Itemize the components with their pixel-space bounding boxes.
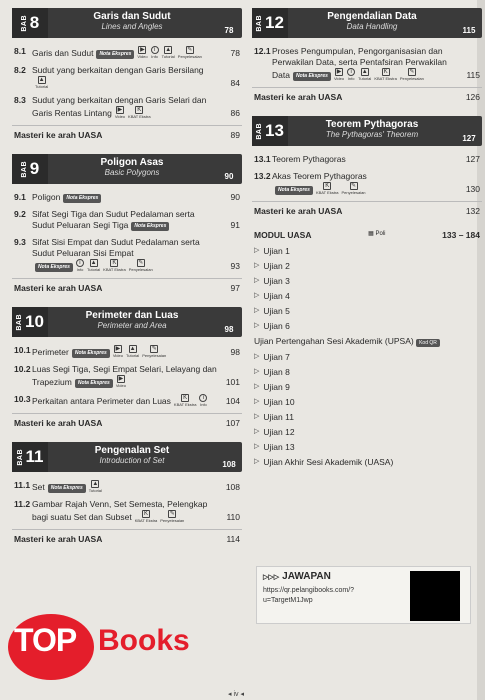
entry-title: Perkaitan antara Perimeter dan Luas: [32, 396, 171, 406]
bab-header: [12, 8, 242, 38]
entry-page: 115: [466, 70, 480, 80]
bab-title: Teorem Pythagoras: [325, 119, 419, 130]
penyelesaian-icon[interactable]: [129, 259, 153, 272]
video-icon[interactable]: [115, 106, 125, 119]
entry-title: Set: [32, 482, 45, 492]
ujian-item[interactable]: [254, 442, 480, 452]
bab-title-block: [48, 8, 216, 38]
nota-ekspres-badge[interactable]: Nota Ekspres: [63, 194, 101, 203]
entry-number: 9.3: [14, 237, 26, 247]
icon-label: KBAT Ekstra: [128, 114, 151, 119]
masteri-page: 89: [230, 130, 240, 140]
bab-tag: [252, 116, 288, 146]
bab-tag: [12, 154, 48, 184]
triangle-bullet-icon: ▷: [254, 383, 260, 390]
entry-page: 78: [230, 48, 240, 58]
bab-title-block: [48, 442, 216, 472]
tutorial-icon[interactable]: [87, 259, 100, 272]
bab-tag: [12, 307, 48, 337]
icon-label: Video: [137, 54, 148, 59]
toc-entry[interactable]: [254, 46, 480, 81]
entry-body: [32, 209, 218, 231]
icon-label: Video: [115, 383, 126, 388]
bab-page-number: 90: [224, 172, 234, 181]
masteri-label: Masteri ke arah UASA: [254, 92, 343, 102]
resource-icons: [275, 182, 366, 195]
triangle-bullet-icon: ▷: [254, 368, 260, 375]
toc-entry[interactable]: [14, 46, 240, 59]
kbat-ekstra-icon[interactable]: [374, 68, 397, 81]
video-icon[interactable]: [113, 345, 123, 358]
icon-label: KBAT Ekstra: [103, 267, 126, 272]
entry-body: [32, 480, 218, 493]
icon-label: Video: [114, 114, 126, 119]
icon-label: KBAT Ekstra: [173, 402, 197, 407]
masteri-row[interactable]: [12, 125, 242, 140]
triangle-bullet-icon: ▷: [254, 322, 260, 329]
toc-entry[interactable]: [14, 499, 240, 523]
icon-label: Tutorial: [161, 54, 175, 59]
nota-ekspres-badge[interactable]: Nota Ekspres: [293, 72, 331, 81]
ujian-item[interactable]: [254, 261, 480, 271]
bab-word: BAB: [16, 448, 24, 466]
logo-books-text: Books: [98, 624, 190, 657]
entry-title: Akas Teorem Pythagoras: [272, 171, 367, 181]
icon-label: Penyelesaian: [341, 190, 366, 195]
icon-glyph: ▲: [129, 346, 136, 352]
ujian-item[interactable]: [254, 306, 480, 316]
poli-icon[interactable]: ▦ Poli: [368, 231, 386, 237]
entry-title: Luas Segi Tiga, Segi Empat Selari, Lelayang dan Trapezium: [32, 364, 217, 387]
bab-title: Perimeter dan Luas: [85, 310, 179, 321]
icon-glyph: ▲: [165, 47, 172, 53]
masteri-row[interactable]: [12, 278, 242, 293]
bab-subtitle: Perimeter and Area: [97, 321, 167, 330]
ujian-item[interactable]: [254, 291, 480, 301]
nota-ekspres-badge[interactable]: Nota Ekspres: [75, 379, 113, 388]
bab-number: 12: [265, 13, 284, 32]
bab-title-block: [48, 307, 216, 337]
triangle-bullet-icon: ▷: [254, 398, 260, 405]
kbat-ekstra-icon[interactable]: [174, 394, 197, 407]
icon-glyph: ▲: [361, 69, 368, 75]
bab-subtitle: Data Handling: [346, 22, 398, 31]
qr-code-icon[interactable]: [410, 571, 460, 621]
penyelesaian-icon[interactable]: [142, 345, 166, 358]
masteri-row[interactable]: [12, 413, 242, 428]
icon-label: Penyelesaian: [128, 267, 153, 272]
bab-page-number: 78: [224, 26, 234, 35]
icon-label: Video: [112, 353, 123, 358]
bab-word: BAB: [256, 14, 264, 32]
icon-label: Info: [76, 267, 84, 272]
triangle-bullet-icon: ▷: [254, 353, 260, 360]
icon-label: Tutorial: [125, 353, 140, 358]
icon-label: Tutorial: [35, 84, 49, 89]
icon-label: Penyelesaian: [399, 76, 424, 81]
bab-word: BAB: [256, 122, 264, 140]
triangle-bullet-icon: ▷: [254, 413, 260, 420]
entry-body: [32, 364, 218, 388]
tutorial-icon[interactable]: [358, 68, 371, 81]
entry-title: Proses Pengumpulan, Pengorganisasian dan Perwakilan Data, serta Pentafsiran Perwakilan Data: [272, 46, 447, 80]
toc-entry[interactable]: [14, 394, 240, 407]
ujian-item[interactable]: [254, 276, 480, 286]
entry-page: 91: [230, 220, 240, 230]
bab-number: 11: [25, 447, 44, 466]
icon-glyph: ✎: [151, 346, 157, 352]
topbooks-logo: [8, 612, 213, 682]
entry-title: Perimeter: [32, 347, 69, 357]
bab-page-number: 127: [462, 134, 476, 143]
triangle-bullet-icon: ▷: [254, 458, 260, 465]
entry-page: 93: [230, 261, 240, 271]
ujian-item[interactable]: [254, 352, 480, 362]
bab-title-block: [288, 8, 456, 38]
logo-top-text: TOP: [14, 622, 77, 658]
resource-icons: [293, 68, 424, 81]
masteri-row[interactable]: [252, 201, 482, 216]
bab-subtitle: The Pythagoras' Theorem: [325, 130, 419, 139]
entry-number: 10.3: [14, 394, 31, 404]
icon-label: Info: [151, 54, 158, 59]
ujian-label: Ujian 3: [263, 276, 290, 286]
masteri-page: 97: [230, 283, 240, 293]
icon-glyph: ▲: [92, 481, 99, 487]
icon-glyph: ▲: [38, 77, 45, 83]
bab-page-number: 98: [224, 325, 234, 334]
bab-word: BAB: [20, 160, 28, 178]
info-icon[interactable]: [151, 46, 159, 59]
kbat-ekstra-icon[interactable]: [135, 510, 158, 523]
icon-glyph: K: [112, 260, 117, 266]
triangle-bullet-icon: ▷: [254, 277, 260, 284]
kbat-ekstra-icon[interactable]: [103, 259, 126, 272]
triangle-bullet-icon: ▷: [254, 428, 260, 435]
toc-entry[interactable]: [254, 154, 480, 165]
bab-title-block: [48, 154, 216, 184]
entry-body: [32, 46, 218, 59]
bab-title: Pengendalian Data: [327, 11, 417, 22]
toc-entry[interactable]: [14, 95, 240, 119]
bab-header: [12, 307, 242, 337]
masteri-page: 126: [465, 92, 480, 102]
entry-number: 13.2: [254, 171, 271, 181]
resource-icons: [96, 46, 201, 59]
jawapan-url[interactable]: https://qr.pelangibooks.com/?u=TargetM1Jwp: [263, 587, 355, 604]
penyelesaian-icon[interactable]: [400, 68, 424, 81]
ujian-item[interactable]: [254, 321, 480, 331]
modul-uasa-header: [254, 230, 480, 240]
entry-body: [32, 192, 218, 203]
triangle-bullet-icon: ▷: [254, 262, 260, 269]
bab-number: 13: [265, 121, 284, 140]
entry-title: Sifat Segi Tiga dan Sudut Pedalaman serta Sudut Peluaran Segi Tiga: [32, 209, 195, 230]
resource-icons: [63, 194, 101, 203]
nota-ekspres-badge[interactable]: Nota Ekspres: [96, 50, 134, 59]
entry-title: Teorem Pythagoras: [272, 154, 346, 164]
icon-glyph: ✎: [169, 511, 175, 517]
icon-glyph: ▶: [115, 346, 121, 352]
triangle-bullet-icon: ▷: [254, 307, 260, 314]
entry-page: 108: [225, 482, 240, 492]
resource-icons: [35, 259, 153, 272]
entry-title: Gambar Rajah Venn, Set Semesta, Pelengkap bagi suatu Set dan Subset: [32, 499, 208, 522]
entry-page: 130: [465, 184, 480, 194]
entry-number: 12.1: [254, 46, 271, 56]
modul-title: MODUL UASA: [254, 230, 312, 240]
entry-body: [272, 154, 458, 165]
entry-number: 11.1: [14, 480, 31, 490]
ujian-item[interactable]: [254, 367, 480, 377]
bab-header: [252, 8, 482, 38]
triangle-bullet-icon: ▷: [254, 443, 260, 450]
ujian-item[interactable]: [254, 382, 480, 392]
icon-glyph: ▶: [336, 69, 342, 75]
bab-title: Poligon Asas: [100, 157, 164, 168]
icon-glyph: ▶: [140, 47, 145, 53]
entry-page: 101: [225, 377, 240, 387]
bab-word: BAB: [20, 14, 28, 32]
triangle-bullet-icon: ▷: [254, 292, 260, 299]
bab-number: 10: [25, 312, 44, 331]
masteri-label: Masteri ke arah UASA: [14, 130, 103, 140]
icon-glyph: i: [199, 394, 207, 402]
ujian-label: Ujian 8: [263, 367, 290, 377]
resource-icons: [75, 375, 126, 388]
nota-ekspres-badge[interactable]: Nota Ekspres: [275, 186, 313, 195]
tutorial-icon[interactable]: [162, 46, 175, 59]
bab-tag: [12, 8, 48, 38]
toc-entry[interactable]: [14, 345, 240, 358]
bab-header: [12, 154, 242, 184]
toc-entry[interactable]: [254, 171, 480, 195]
bab-tag: [252, 8, 288, 38]
entry-title: Sudut yang berkaitan dengan Garis Bersilang: [32, 65, 204, 75]
toc-entry[interactable]: [14, 364, 240, 388]
ujian-item[interactable]: [254, 397, 480, 407]
ujian-label: Ujian 6: [263, 321, 290, 331]
icon-label: KBAT Ekstra: [374, 76, 397, 81]
ujian-item[interactable]: [254, 427, 480, 437]
masteri-page: 107: [225, 418, 240, 428]
entry-number: 13.1: [254, 154, 271, 164]
icon-label: KBAT Ekstra: [315, 190, 339, 195]
ujian-item[interactable]: [254, 246, 480, 256]
right-column: [252, 8, 482, 472]
entry-title: Garis dan Sudut: [32, 48, 94, 58]
bab-title: Garis dan Sudut: [93, 11, 171, 22]
resource-icons: [48, 480, 102, 493]
icon-label: Info: [200, 402, 207, 407]
entry-number: 9.2: [14, 209, 26, 219]
bab-word: BAB: [16, 313, 24, 331]
nota-ekspres-badge[interactable]: Nota Ekspres: [131, 222, 169, 231]
tutorial-icon[interactable]: [35, 76, 48, 89]
icon-glyph: ▶: [117, 107, 123, 113]
icon-label: Tutorial: [358, 76, 372, 81]
ujian-label: Ujian 13: [263, 442, 295, 452]
resource-icons: [174, 394, 208, 407]
triangle-bullet-icon: ▷: [254, 247, 260, 254]
bab-header: [12, 442, 242, 472]
kbat-ekstra-icon[interactable]: [316, 182, 339, 195]
ujian-label: Ujian 11: [263, 412, 294, 422]
bab-subtitle: Basic Polygons: [104, 168, 160, 177]
video-icon[interactable]: [116, 375, 126, 388]
icon-label: Penyelesaian: [160, 518, 185, 523]
bab-tag: [12, 442, 48, 472]
ujian-label: Ujian 10: [263, 397, 295, 407]
jawapan-box: [256, 566, 471, 624]
resource-icons: [72, 345, 166, 358]
entry-number: 9.1: [14, 192, 26, 202]
ujian-label: Ujian 9: [263, 382, 290, 392]
entry-page: 110: [226, 512, 240, 522]
entry-body: [32, 499, 218, 523]
icon-label: Video: [333, 76, 345, 81]
tutorial-icon[interactable]: [126, 345, 139, 358]
ujian-label: Ujian 4: [263, 291, 290, 301]
info-icon[interactable]: [76, 259, 84, 272]
icon-glyph: i: [76, 259, 84, 267]
nota-ekspres-badge[interactable]: Nota Ekspres: [72, 349, 110, 358]
info-icon[interactable]: [199, 394, 207, 407]
entry-body: [32, 65, 218, 89]
entry-page: 90: [230, 192, 240, 202]
resource-icons: [131, 222, 169, 231]
ujian-label: Ujian Akhir Sesi Akademik (UASA): [263, 457, 394, 467]
nota-ekspres-badge[interactable]: Nota Ekspres: [48, 484, 86, 493]
ujian-label: Ujian 7: [263, 352, 290, 362]
entry-page: 98: [230, 347, 240, 357]
icon-label: Tutorial: [88, 488, 102, 493]
left-column: [12, 8, 242, 558]
masteri-label: Masteri ke arah UASA: [14, 418, 103, 428]
entry-number: 10.2: [14, 364, 31, 374]
masteri-label: Masteri ke arah UASA: [14, 283, 103, 293]
entry-body: [272, 46, 458, 81]
entry-body: [32, 394, 218, 407]
entry-title: Sifat Sisi Empat dan Sudut Pedalaman serta Sudut Peluaran Sisi Empat: [32, 237, 200, 258]
entry-page: 104: [225, 396, 240, 406]
penyelesaian-icon[interactable]: [342, 182, 366, 195]
info-icon[interactable]: [347, 68, 355, 81]
entry-number: 8.1: [14, 46, 26, 56]
masteri-page: 114: [226, 534, 240, 544]
icon-glyph: K: [143, 511, 148, 517]
ujian-item[interactable]: [254, 412, 480, 422]
ujian-item[interactable]: [254, 457, 480, 467]
toc-entry[interactable]: [14, 65, 240, 89]
icon-glyph: K: [383, 69, 388, 75]
resource-icons: [135, 510, 185, 523]
kbat-ekstra-icon[interactable]: [128, 106, 151, 119]
entry-number: 8.3: [14, 95, 26, 105]
penyelesaian-icon[interactable]: [178, 46, 202, 59]
icon-glyph: K: [183, 395, 188, 401]
ujian-label: Ujian 5: [263, 306, 290, 316]
icon-glyph: ▶: [118, 376, 124, 382]
resource-icons: [35, 76, 48, 89]
icon-glyph: ▲: [90, 260, 97, 266]
toc-entry[interactable]: [14, 480, 240, 493]
icon-glyph: ✎: [138, 260, 144, 266]
ujian-label: Ujian 12: [263, 427, 295, 437]
bab-number: 8: [29, 13, 40, 32]
icon-glyph: ✎: [351, 183, 357, 189]
resource-icons: [115, 106, 151, 119]
ujian-label: Ujian 1: [263, 246, 290, 256]
toc-entry[interactable]: [14, 192, 240, 203]
entry-body: [32, 345, 218, 358]
video-icon[interactable]: [334, 68, 344, 81]
bab-page-number: 115: [462, 26, 476, 35]
masteri-row[interactable]: [12, 529, 242, 544]
entry-body: [32, 237, 218, 272]
masteri-label: Masteri ke arah UASA: [254, 206, 343, 216]
icon-label: Tutorial: [86, 267, 101, 272]
bab-title: Pengenalan Set: [94, 445, 170, 456]
entry-number: 8.2: [14, 65, 26, 75]
icon-glyph: K: [137, 107, 142, 113]
ujian-label: Ujian 2: [263, 261, 290, 271]
penyelesaian-icon[interactable]: [160, 510, 184, 523]
icon-label: KBAT Ekstra: [134, 518, 158, 523]
icon-glyph: K: [325, 183, 330, 189]
entry-page: 127: [465, 154, 480, 164]
masteri-row[interactable]: [252, 87, 482, 102]
bab-header: [252, 116, 482, 146]
entry-page: 84: [230, 78, 240, 88]
entry-body: [32, 95, 218, 119]
icon-glyph: ✎: [187, 47, 193, 53]
bab-title-block: [288, 116, 456, 146]
bab-subtitle: Introduction of Set: [99, 456, 165, 465]
poli-label: Poli: [375, 231, 386, 237]
entry-body: [272, 171, 458, 195]
icon-label: Penyelesaian: [177, 54, 202, 59]
toc-entry[interactable]: [14, 209, 240, 231]
video-icon[interactable]: [137, 46, 147, 59]
icon-label: Penyelesaian: [142, 353, 167, 358]
entry-number: 10.1: [14, 345, 31, 355]
toc-entry[interactable]: [14, 237, 240, 272]
nota-ekspres-badge[interactable]: Nota Ekspres: [35, 263, 73, 272]
jawapan-title: ▷▷▷ JAWAPAN: [263, 571, 331, 582]
page-folio: ◂ iv ◂: [228, 691, 244, 698]
modul-pages: 133 – 184: [442, 230, 480, 240]
icon-label: Info: [347, 76, 355, 81]
bab-subtitle: Lines and Angles: [101, 22, 163, 31]
icon-glyph: ✎: [409, 69, 415, 75]
entry-title: Sudut yang berkaitan dengan Garis Selari dan Garis Rentas Lintang: [32, 95, 207, 118]
upsa-item[interactable]: [254, 336, 480, 346]
masteri-label: Masteri ke arah UASA: [14, 534, 103, 544]
entry-page: 86: [230, 108, 240, 118]
tutorial-icon[interactable]: [89, 480, 102, 493]
icon-glyph: i: [347, 68, 355, 76]
entry-number: 11.2: [14, 499, 31, 509]
bab-page-number: 108: [222, 460, 236, 469]
masteri-page: 132: [465, 206, 480, 216]
bab-number: 9: [29, 159, 40, 178]
upsa-label: Ujian Pertengahan Sesi Akademik (UPSA): [254, 336, 414, 346]
kod-qr-badge: Kod QR: [416, 339, 440, 347]
icon-glyph: i: [151, 46, 159, 54]
entry-title: Poligon: [32, 192, 61, 202]
